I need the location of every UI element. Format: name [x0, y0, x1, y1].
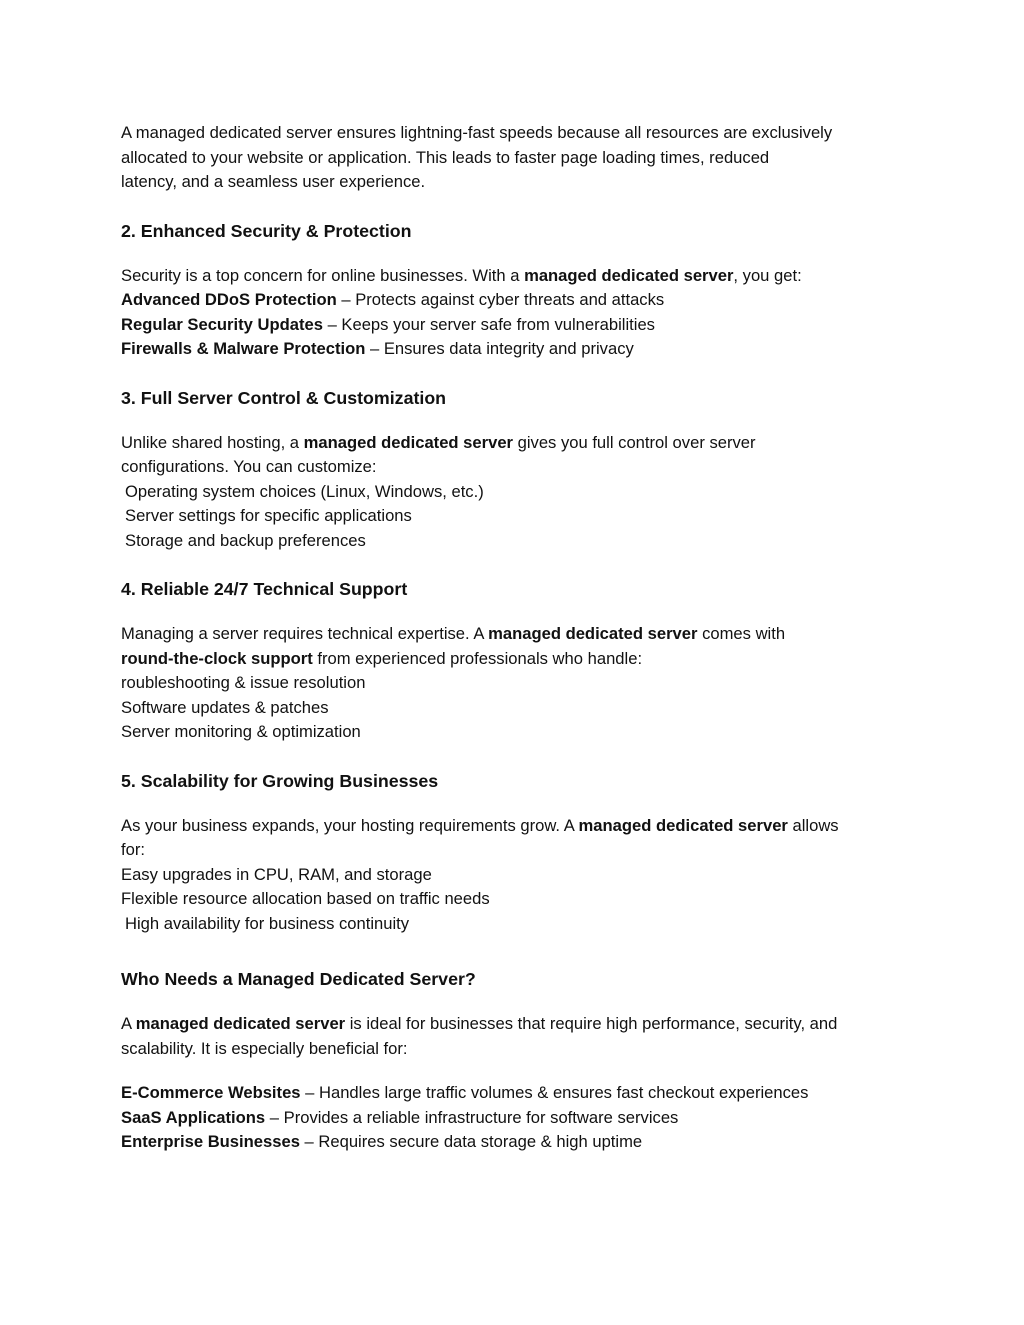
scalability-paragraph	[121, 814, 911, 937]
text-run: Security is a top concern for online businesses. With a	[121, 265, 525, 285]
section-heading-support: 4. Reliable 24/7 Technical Support	[121, 579, 408, 599]
scalability-item: Easy upgrades in CPU, RAM, and storage	[121, 864, 432, 884]
bold-text: managed dedicated server	[524, 265, 734, 285]
who-needs-list	[121, 1081, 911, 1155]
item-title: Firewalls & Malware Protection	[121, 339, 366, 358]
security-paragraph	[121, 264, 911, 362]
item-text: – Ensures data integrity and privacy	[365, 339, 634, 358]
item-title: Advanced DDoS Protection	[121, 290, 337, 309]
support-paragraph	[121, 622, 911, 745]
support-item: Software updates & patches	[121, 697, 329, 717]
item-title: Enterprise Businesses	[121, 1132, 300, 1151]
security-item	[121, 337, 911, 362]
text-run: gives you full control over server	[513, 432, 756, 452]
item-text: – Handles large traffic volumes & ensures fast checkout experiences	[300, 1083, 809, 1102]
item-title: E-Commerce Websites	[121, 1083, 301, 1102]
control-intro-line: configurations. You can customize:	[121, 457, 377, 476]
support-intro-line	[121, 622, 911, 647]
document-page	[121, 121, 911, 1155]
text-run: Unlike shared hosting, a	[121, 432, 304, 452]
text-run: from experienced professionals who handle:	[312, 648, 643, 668]
text-run: A	[121, 1014, 136, 1033]
item-text: – Requires secure data storage & high uptime	[299, 1132, 643, 1151]
scalability-item: Flexible resource allocation based on traffic needs	[121, 889, 490, 908]
scalability-intro-line	[121, 814, 911, 839]
bold-text: managed dedicated server	[488, 624, 698, 643]
section-heading-who-needs: Who Needs a Managed Dedicated Server?	[121, 969, 476, 989]
section-heading-security: 2. Enhanced Security & Protection	[121, 220, 412, 241]
text-run: is ideal for businesses that require high performance, security, and	[345, 1014, 838, 1033]
item-text: – Keeps your server safe from vulnerabilities	[322, 314, 655, 334]
intro-paragraph	[121, 121, 911, 195]
support-intro-line	[121, 647, 911, 672]
intro-line: latency, and a seamless user experience.	[121, 172, 426, 191]
text-run: As your business expands, your hosting requirements grow. A	[121, 815, 579, 835]
control-item: Storage and backup preferences	[125, 530, 366, 550]
who-item	[121, 1130, 911, 1155]
control-intro-line	[121, 431, 911, 456]
security-item	[121, 288, 911, 313]
scalability-item: High availability for business continuity	[125, 913, 410, 933]
section-heading-control: 3. Full Server Control & Customization	[121, 387, 447, 408]
bold-text: managed dedicated server	[578, 815, 788, 835]
bold-text: round-the-clock support	[121, 648, 313, 668]
who-item	[121, 1081, 911, 1106]
text-run: Managing a server requires technical expertise. A	[121, 624, 489, 643]
text-run: allows	[787, 815, 839, 835]
section-heading-scalability: 5. Scalability for Growing Businesses	[121, 770, 439, 791]
control-item: Server settings for specific applications	[125, 506, 412, 525]
bold-text: managed dedicated server	[135, 1014, 346, 1033]
support-item: roubleshooting & issue resolution	[121, 673, 366, 692]
control-paragraph	[121, 431, 911, 554]
scalability-intro-line: for:	[121, 840, 145, 859]
text-run: , you get:	[733, 265, 802, 285]
item-text: – Provides a reliable infrastructure for software services	[265, 1107, 679, 1127]
who-item	[121, 1106, 911, 1131]
text-run: comes with	[697, 624, 786, 643]
item-title: Regular Security Updates	[121, 314, 323, 334]
security-item	[121, 313, 911, 338]
bold-text: managed dedicated server	[303, 432, 513, 452]
item-text: – Protects against cyber threats and attacks	[336, 290, 665, 309]
who-intro-line: scalability. It is especially beneficial for:	[121, 1038, 408, 1058]
control-item: Operating system choices (Linux, Windows, etc.)	[125, 481, 484, 501]
intro-line: A managed dedicated server ensures lightning-fast speeds because all resources are exclusively	[121, 123, 833, 142]
security-intro-line	[121, 264, 911, 289]
item-title: SaaS Applications	[121, 1107, 266, 1127]
who-intro-line	[121, 1012, 911, 1037]
intro-line: allocated to your website or application. This leads to faster page loading times, reduced	[121, 147, 770, 167]
support-item: Server monitoring & optimization	[121, 722, 361, 741]
who-needs-paragraph	[121, 1012, 911, 1061]
